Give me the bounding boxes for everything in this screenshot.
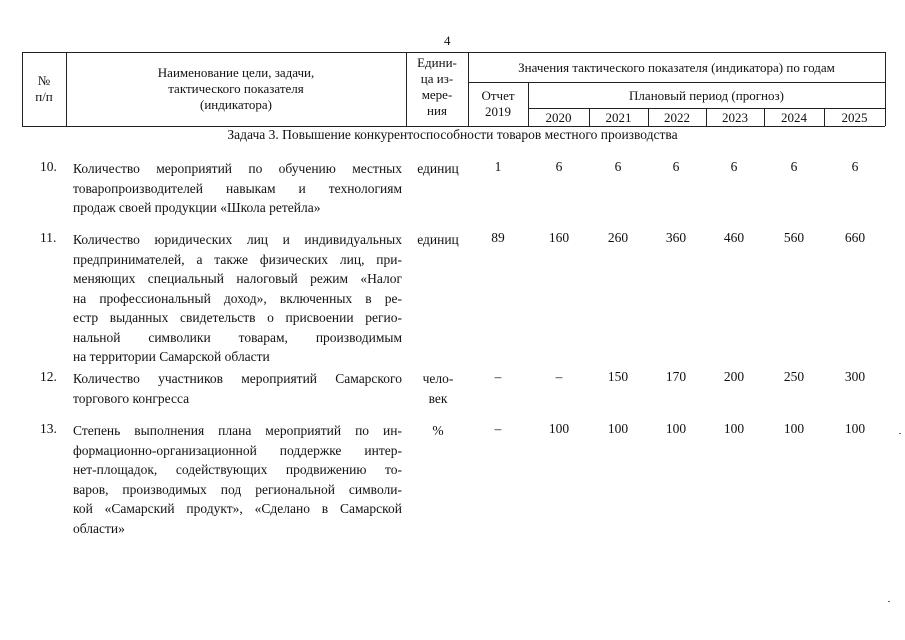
value-cell: 100 [844, 421, 866, 436]
page-number: 4 [444, 33, 451, 48]
value-cell: 170 [665, 369, 687, 384]
indicator-name [73, 230, 402, 367]
indicator-name-line: на территории Самарской области [73, 349, 270, 364]
value-cell: 6 [614, 159, 622, 174]
header-year: 2020 [545, 110, 572, 125]
unit-line: чело- [422, 371, 454, 386]
unit-line: % [432, 423, 444, 438]
unit-line: единиц [417, 161, 459, 176]
value-cell: 6 [851, 159, 859, 174]
value-cell: 6 [672, 159, 680, 174]
indicator-name-line: Количество юридических лиц и индивидуальных [73, 232, 402, 247]
value-cell: 200 [723, 369, 745, 384]
indicator-name [73, 369, 402, 408]
indicator-name-line: Количество мероприятий по обучению местных [73, 161, 402, 176]
value-cell: 100 [783, 421, 805, 436]
indicator-name-line: области» [73, 520, 125, 536]
header-year: 2022 [664, 110, 690, 125]
indicator-name-line: нальной символики товарам, производимым [73, 329, 402, 345]
indicator-name-line: меняющих специальный налоговый режим «Налог [73, 271, 402, 286]
indicator-name-line: нет-площадок, содействующих продвижению то- [73, 462, 402, 477]
scan-speck [899, 433, 901, 434]
header-year: 2021 [605, 110, 632, 125]
indicator-name-line: товаропроизводителей навыкам и технологиям [73, 180, 402, 196]
indicator-name [73, 159, 402, 218]
indicator-name-line: предпринимателей, а также физических лиц, при- [73, 251, 402, 267]
header-year: 2024 [781, 110, 807, 125]
indicator-name-line: Степень выполнения плана мероприятий по ин- [73, 423, 402, 438]
value-cell: 160 [548, 230, 570, 245]
value-cell: 6 [790, 159, 798, 174]
value-cell: – [494, 421, 502, 436]
value-cell: 100 [607, 421, 629, 436]
value-cell: 100 [665, 421, 687, 436]
header-values-title: Значения тактического показателя (индикатора) по годам [518, 60, 835, 75]
task-title: Задача 3. Повышение конкурентоспособности товаров местного производства [227, 127, 678, 142]
indicator-name-line: на профессиональный доход», включенных в ре- [73, 290, 402, 306]
indicator-name-line: торгового конгресса [73, 390, 190, 406]
value-cell: 100 [548, 421, 570, 436]
row-number: 12. [40, 369, 57, 384]
unit [408, 421, 468, 441]
unit-line: единиц [417, 232, 459, 247]
unit [408, 230, 468, 250]
value-cell: 6 [555, 159, 563, 174]
row-number: 11. [40, 230, 57, 245]
value-cell: – [555, 369, 563, 384]
value-cell: 260 [607, 230, 629, 245]
header-year: 2025 [841, 110, 868, 125]
unit [408, 369, 468, 408]
indicator-name-line: кой «Самарский продукт», «Сделано в Самарской [73, 501, 402, 516]
unit-line: век [428, 390, 448, 406]
value-cell: – [494, 369, 502, 384]
header-unit: Едини- ца из- мере- ния [417, 55, 457, 118]
scan-speck [888, 601, 890, 602]
value-cell: 560 [783, 230, 805, 245]
unit [408, 159, 468, 179]
indicator-name-line: Количество участников мероприятий Самарского [73, 371, 402, 386]
value-cell: 300 [844, 369, 866, 384]
indicator-name-line: продаж своей продукции «Школа ретейла» [73, 200, 321, 215]
indicator-name [73, 421, 402, 538]
value-cell: 89 [491, 230, 505, 245]
value-cell: 250 [783, 369, 805, 384]
header-report: Отчет 2019 [481, 88, 515, 119]
indicator-name-line: естр выданных свидетельств о присвоении регио- [73, 310, 402, 325]
value-cell: 150 [607, 369, 629, 384]
value-cell: 100 [723, 421, 745, 436]
header-num: № п/п [35, 73, 53, 104]
indicator-name-line: формационно-организационной поддержке интер- [73, 442, 402, 458]
value-cell: 6 [730, 159, 738, 174]
header-plan-title: Плановый период (прогноз) [629, 88, 784, 103]
indicator-name-line: варов, производимых под региональной символи- [73, 481, 402, 497]
header-name: Наименование цели, задачи, тактического показателя (индикатора) [157, 65, 315, 112]
value-cell: 1 [494, 159, 502, 174]
value-cell: 360 [665, 230, 687, 245]
value-cell: 660 [844, 230, 866, 245]
header-year: 2023 [722, 110, 748, 125]
value-cell: 460 [723, 230, 745, 245]
row-number: 13. [40, 421, 57, 436]
row-number: 10. [40, 159, 57, 174]
